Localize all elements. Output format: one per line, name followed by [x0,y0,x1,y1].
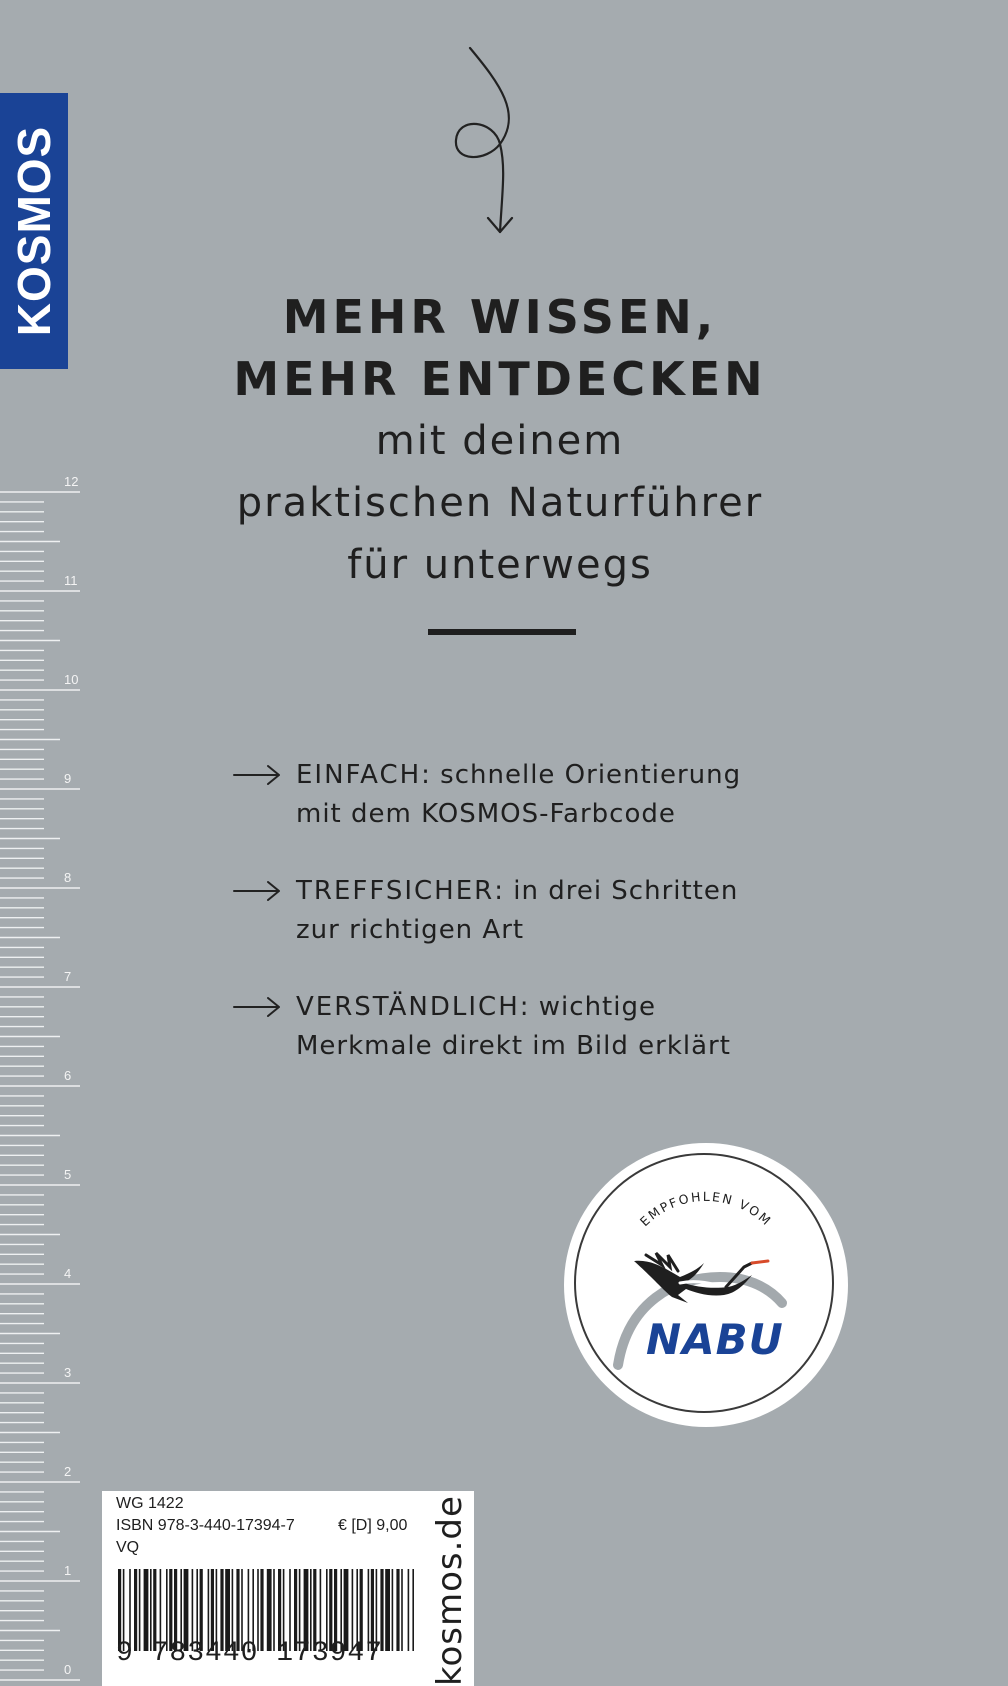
barcode-digits: 9 783440 173947 [116,1638,384,1669]
feature-line2: Merkmale direkt im Bild erklärt [296,1031,731,1061]
isbn-number: ISBN 978-3-440-17394-7 [116,1517,295,1534]
ruler-label: 5 [64,1167,72,1182]
kosmos-brand-tab [0,93,68,369]
subline-3: für unterwegs [347,542,653,588]
feature-line2: mit dem KOSMOS-Farbcode [296,799,676,829]
divider-bar [428,629,576,635]
ruler-label: 12 [64,474,79,489]
subline-2: praktischen Naturführer [236,480,764,526]
feature-text [296,756,741,834]
ruler-label: 2 [64,1464,72,1479]
ruler-label: 4 [64,1266,72,1281]
website-url: kosmos.de [430,1495,470,1686]
feature-line1: : in drei Schritten [494,876,739,906]
ruler-label: 10 [64,672,79,687]
ruler-label: 0 [64,1662,72,1677]
ruler-label: 8 [64,870,72,885]
ruler-label: 6 [64,1068,72,1083]
svg-text:EMPFOHLEN VOM [637,1189,775,1229]
nabu-logo-text: NABU [646,1315,784,1364]
headline-line-1: MEHR WISSEN, [282,290,718,344]
ruler-label: 9 [64,771,72,786]
isbn-barcode-box [102,1491,474,1686]
right-arrow-icon [232,994,282,1020]
feature-keyword: EINFACH [296,760,422,790]
warengruppe: WG 1422 [116,1495,184,1512]
feature-keyword: VERSTÄNDLICH [296,992,520,1022]
feature-line1: : schnelle Orientierung [421,760,742,790]
right-arrow-icon [232,878,282,904]
subline-1: mit deinem [375,418,625,464]
feature-line1: : wichtige [519,992,656,1022]
headline-line-2: MEHR ENTDECKEN [233,352,767,406]
badge-graphics [564,1143,848,1427]
vq-code: VQ [116,1539,140,1556]
feature-text [296,988,731,1066]
ruler-label: 3 [64,1365,72,1380]
feature-text [296,872,738,950]
feature-keyword: TREFFSICHER [296,876,495,906]
swirl-arrow-icon [440,44,560,234]
feature-line2: zur richtigen Art [296,915,525,945]
price: € [D] 9,00 [338,1517,408,1534]
ruler-label: 7 [64,969,72,984]
badge-arc-text: EMPFOHLEN VOM [636,1188,776,1230]
right-arrow-icon [232,762,282,788]
ruler-label: 1 [64,1563,72,1578]
nabu-recommendation-badge [564,1143,848,1427]
ruler-label: 11 [64,573,78,588]
brand-name: KOSMOS [8,125,60,337]
